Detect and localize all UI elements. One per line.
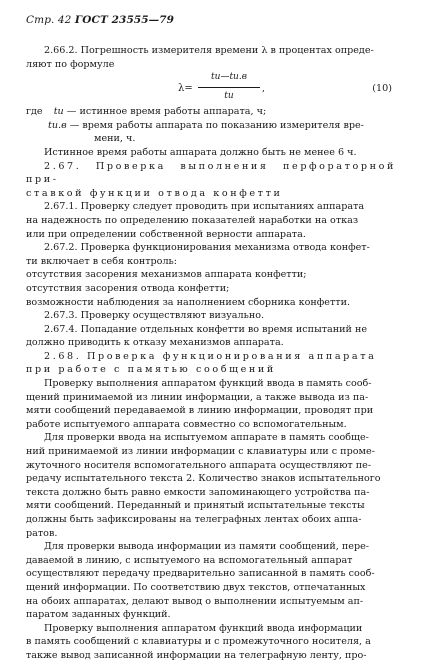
text-line: Для проверки ввода на испытуемом аппарате в память сообще- (44, 432, 369, 444)
text-line: должно приводить к отказу механизмов аппарата. (26, 337, 284, 349)
text-line: Истинное время работы аппарата должно быть не менее 6 ч. (44, 146, 357, 158)
text-line: должны быть зафиксированы на телеграфных лентах обоих аппа- (26, 514, 362, 525)
standard-code: ГОСТ 23555—79 (74, 14, 175, 26)
formula-numerator: tи—tи.в (198, 71, 260, 88)
heading-2-67-line-1: 2.67. Проверка выполнения перфораторной при- (26, 160, 396, 186)
text-line: паратом заданных функций. (26, 609, 171, 621)
para-2-66-2-line-2: ляют по формуле (26, 58, 115, 70)
formula-10 (26, 71, 396, 105)
symbol-t2: tи.в (48, 119, 67, 131)
text-line: 2.67.2. Проверка функционирования механизма отвода конфет- (44, 242, 370, 254)
heading-2-67-line-2: ставкой функции отвода конфетти (26, 187, 283, 199)
text-line: жуточного носителя вспомогательного аппарата осуществляют пе- (26, 459, 372, 471)
heading-2-68-line-1: 2.68. Проверка функционирования аппарата (44, 350, 377, 362)
text-line: или при определении собственной верности аппарата. (26, 228, 306, 240)
heading-2-68-line-2: при работе с памятью сообщений (26, 364, 276, 376)
text-line: 2.67.4. Попадание отдельных конфетти во время испытаний не (44, 323, 368, 335)
text-line: ратов. (26, 527, 58, 539)
text-line: мяти сообщений передаваемой в линию информации, проводят при (26, 405, 374, 417)
text-line: на обоих аппаратах, делают вывод о выполнении испытуемым ап- (26, 595, 364, 607)
text-line: 2.67.1. Проверку следует проводить при испытаниях аппарата (44, 201, 365, 213)
text-line: даваемой в линию, с испытуемого на вспомогательный аппарат (26, 554, 353, 566)
text-line: мяти сообщений. Переданный и принятый испытательные тексты (26, 500, 365, 512)
list-item: отсутствия засорения отвода конфетти; (26, 282, 230, 294)
definition-t2-text: — время работы аппарата по показанию измерителя вре- (69, 119, 364, 131)
text-line: ний принимаемой из линии информации с клавиатуры или с проме- (26, 446, 375, 458)
formula-denominator: tи (224, 90, 234, 101)
text-line: Проверку выполнения аппаратом функций ввода в память сооб- (44, 378, 372, 390)
definition-t1 (26, 105, 396, 119)
text-line: редачу испытательного текста 2. Количество знаков испытательного (26, 473, 381, 485)
text-line: осуществляют передачу предварительно записанной в память сооб- (26, 568, 375, 580)
list-item: возможности наблюдения за наполнением сборника конфетти. (26, 296, 351, 308)
text-line: работе испытуемого аппарата совместно со вспомогательным. (26, 418, 347, 430)
text-line: щений информации. По соответствию двух текстов, отпечатанных (26, 581, 366, 593)
text-line: текста должно быть равно емкости запоминающего устройства па- (26, 486, 370, 498)
definition-t1-text: — истинное время работы аппарата, ч; (66, 106, 267, 118)
formula-lhs: λ= (178, 83, 193, 95)
where-word: где (26, 106, 43, 118)
formula-number: (10) (372, 83, 392, 95)
list-item: отсутствия засорения механизмов аппарата конфетти; (26, 269, 307, 281)
text-line: в память сообщений с клавиатуры и с промежуточного носителя, а (26, 636, 371, 648)
text-line: щений принимаемой из линии информации, а также вывода из па- (26, 391, 369, 403)
definition-t2 (26, 119, 396, 133)
text-line: 2.67.3. Проверку осуществляют визуально. (44, 310, 265, 322)
text-line: Для проверки вывода информации из памяти сообщений, пере- (44, 541, 370, 553)
page-number: Стр. 42 (26, 14, 72, 26)
para-2-66-2-line-1: 2.66.2. Погрешность измерителя времени λ в процентах опреде- (44, 45, 374, 56)
definition-t2-cont: мени, ч. (94, 133, 136, 145)
page-header (26, 14, 174, 26)
text-line: Проверку выполнения аппаратом функций ввода информации (44, 622, 363, 634)
symbol-t1: tи (53, 106, 64, 118)
text-line: на надежность по определению показателей наработки на отказ (26, 214, 359, 226)
formula-fraction (198, 71, 260, 103)
formula-comma: , (262, 83, 266, 95)
body-text (26, 44, 396, 663)
text-line: также вывод записанной информации на телеграфную ленту, про- (26, 649, 367, 661)
text-line: ти включает в себя контроль: (26, 255, 178, 267)
